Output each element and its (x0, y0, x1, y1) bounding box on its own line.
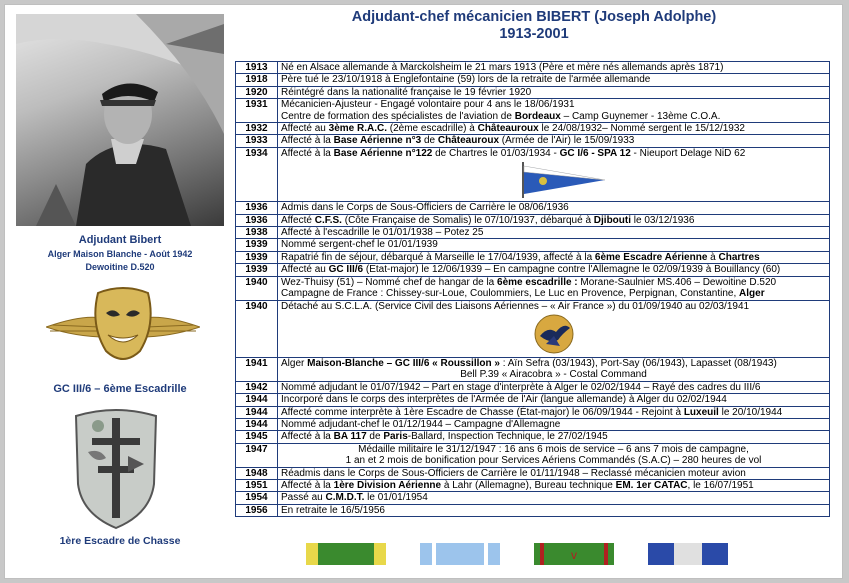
row-year: 1939 (236, 239, 278, 251)
table-row (236, 479, 830, 491)
table-row (236, 443, 830, 467)
badge2-caption: 1ère Escadre de Chasse (59, 535, 181, 547)
table-row (236, 214, 830, 226)
text-bold: 6ème escadrille : (497, 276, 578, 288)
table-row (236, 504, 830, 516)
ribbon-device-icon (534, 543, 614, 565)
text-bold: Base Aérienne n°3 (333, 135, 422, 147)
row-year: 1938 (236, 227, 278, 239)
text-bold: Djibouti (593, 214, 632, 226)
svg-text:v: v (571, 548, 577, 562)
row-text-line2: 1 an et 2 mois de bonification pour Services Aériens Commandés (S.A.C) – 280 heures de vol (345, 455, 762, 467)
row-text-line1: Mécanicien-Ajusteur - Engagé volontaire pour 4 ans le 18/06/1931 (281, 99, 575, 111)
row-text: Né en Alsace allemande à Marckolsheim le 21 mars 1913 (Père et mère nés allemands après 1871) (278, 62, 830, 74)
photo-caption-plane: Dewoitine D.520 (85, 262, 155, 272)
text-part: Centre de formation des spécialistes de l'aviation de (281, 110, 515, 122)
table-row (236, 62, 830, 74)
row-year: 1939 (236, 264, 278, 276)
medal-ribbons (306, 543, 781, 565)
row-text: Nommé sergent-chef le 01/01/1939 (278, 239, 830, 251)
text-part: -Ballard, Inspection Technique, le 27/02/1945 (407, 431, 608, 443)
table-row (236, 467, 830, 479)
text-part: Affecté à la (281, 147, 334, 159)
text-bold: 6ème Escadre Aérienne (594, 251, 708, 263)
text-part: Wez-Thuisy (51) – Nommé chef de hangar de la (281, 276, 498, 288)
row-text: En retraite le 16/5/1956 (278, 504, 830, 516)
text-bold: EM. 1er CATAC (615, 479, 688, 491)
row-year: 1939 (236, 251, 278, 263)
text-part: à Lahr (Allemagne), Bureau technique (441, 479, 616, 491)
table-row (236, 406, 830, 418)
row-year: 1940 (236, 276, 278, 300)
row-text (278, 123, 830, 135)
text-part: Affecté à la (281, 135, 334, 147)
row-text (278, 406, 830, 418)
row-text (278, 276, 830, 300)
escadre-shield-icon (70, 404, 162, 530)
row-year: 1931 (236, 99, 278, 123)
row-year: 1932 (236, 123, 278, 135)
text-bold: Châteauroux (477, 123, 539, 135)
text-part: Alger (281, 357, 308, 369)
row-text (278, 251, 830, 263)
text-part: Affecté (281, 214, 315, 226)
text-part: le 20/10/1944 (718, 406, 783, 418)
table-row (236, 431, 830, 443)
row-text (278, 443, 830, 467)
row-year: 1913 (236, 62, 278, 74)
row-text-line1 (281, 148, 826, 159)
text-part: Affecté à la (281, 479, 334, 491)
title-dates: 1913-2001 (499, 26, 569, 42)
text-bold: C.F.S. (314, 214, 342, 226)
row-year: 1934 (236, 147, 278, 201)
pennant-container (281, 159, 826, 201)
table-row (236, 99, 830, 123)
row-year: 1944 (236, 394, 278, 406)
table-row (236, 74, 830, 86)
row-year: 1936 (236, 214, 278, 226)
text-part: Rapatrié fin de séjour, débarqué à Marseille le 17/04/1939, affecté à la (281, 251, 595, 263)
portrait-photo (16, 14, 224, 226)
table-row (236, 251, 830, 263)
page-title (234, 9, 834, 43)
row-year: 1936 (236, 202, 278, 214)
title-name: Adjudant-chef mécanicien BIBERT (Joseph Adolphe) (351, 9, 717, 25)
text-part: de (421, 135, 438, 147)
row-text (278, 214, 830, 226)
row-year: 1956 (236, 504, 278, 516)
text-part: à (707, 251, 719, 263)
row-year: 1942 (236, 381, 278, 393)
text-part: le 24/08/1932– Nommé sergent le 15/12/1932 (538, 123, 745, 135)
table-row (236, 264, 830, 276)
row-text-line1: Médaille militaire le 31/12/1947 : 16 ans 6 mois de service – 6 ans 7 mois de campagne, (358, 443, 749, 455)
text-part: (Côte Française de Somalis) le 07/10/1937, débarqué à (341, 214, 594, 226)
text-bold: BA 117 (333, 431, 367, 443)
row-text-line1 (281, 358, 826, 369)
table-row (236, 123, 830, 135)
row-text (278, 431, 830, 443)
text-bold: C.M.D.T. (325, 492, 365, 504)
row-year: 1918 (236, 74, 278, 86)
text-bold: GC III/6 (328, 264, 364, 276)
text-part: le 03/12/1936 (631, 214, 695, 226)
ribbon-4 (648, 543, 728, 565)
row-text: Affecté à l'escadrille le 01/01/1938 – Potez 25 (278, 227, 830, 239)
row-year: 1947 (236, 443, 278, 467)
table-row (236, 300, 830, 357)
badge1-caption: GC III/6 – 6ème Escadrille (53, 383, 187, 395)
text-bold: 1ère Division Aérienne (333, 479, 442, 491)
text-part: Passé au (281, 492, 326, 504)
text-bold: Bordeaux (514, 110, 561, 122)
row-year: 1920 (236, 86, 278, 98)
row-text: Réintégré dans la nationalité française le 19 février 1920 (278, 86, 830, 98)
row-text (278, 357, 830, 381)
row-text-line2: Bell P.39 « Airacobra » - Costal Command (460, 369, 647, 381)
medaille-militaire-ribbon (306, 543, 386, 565)
row-text-line1: Détaché au S.C.L.A. (Service Civil des Liaisons Aériennes – « Air France ») du 01/09/1940 au 02/03/1941 (281, 300, 750, 312)
text-bold: 3ème R.A.C. (328, 123, 387, 135)
row-year: 1944 (236, 418, 278, 430)
row-text-line1 (281, 277, 826, 288)
row-year: 1951 (236, 479, 278, 491)
row-text: Réadmis dans le Corps de Sous-Officiers de Carrière le 01/11/1948 – Reclassé mécanicien moteur avion (278, 467, 830, 479)
text-part: - Nieuport Delage NiD 62 (630, 147, 746, 159)
table-row (236, 357, 830, 381)
row-text: Nommé adjudant-chef le 01/12/1944 – Campagne d'Allemagne (278, 418, 830, 430)
row-year: 1940 (236, 300, 278, 357)
spa12-pennant-icon (521, 162, 607, 198)
croix-de-guerre-ribbon (534, 543, 614, 565)
air-france-logo-container (281, 312, 826, 357)
timeline-table (235, 61, 830, 517)
text-bold: Châteauroux (437, 135, 500, 147)
table-row (236, 135, 830, 147)
row-year: 1954 (236, 492, 278, 504)
row-year: 1945 (236, 431, 278, 443)
row-text: Incorporé dans le corps des interprètes de l'Armée de l'Air (langue allemande) à Alger du 02/02/1944 (278, 394, 830, 406)
row-text: Père tué le 23/10/1918 à Englefontaine (59) lors de la retraite de l'armée allemande (278, 74, 830, 86)
text-part: de (366, 431, 384, 443)
table-row (236, 239, 830, 251)
row-text-line2 (281, 111, 826, 122)
table-row (236, 381, 830, 393)
row-text (278, 492, 830, 504)
table-row (236, 86, 830, 98)
row-year: 1944 (236, 406, 278, 418)
row-year: 1933 (236, 135, 278, 147)
text-part: , le 16/07/1951 (687, 479, 754, 491)
row-text (278, 300, 830, 357)
text-bold: Luxeuil (683, 406, 719, 418)
text-part: Affecté comme interprète à 1ère Escadre de Chasse (État-major) le 06/09/1944 - Rejoint à (281, 406, 684, 418)
row-text: Admis dans le Corps de Sous-Officiers de Carrière le 08/06/1936 (278, 202, 830, 214)
table-row (236, 202, 830, 214)
portrait-illustration (16, 14, 224, 226)
text-part: Affecté à la (281, 431, 334, 443)
text-part: Morane-Saulnier MS.406 – Dewoitine D.520 (577, 276, 777, 288)
photo-caption-place: Alger Maison Blanche - Août 1942 (47, 249, 193, 259)
text-part: Affecté au (281, 123, 329, 135)
text-part: (Armée de l'Air) le 15/09/1933 (499, 135, 635, 147)
text-part: le 01/01/1954 (364, 492, 428, 504)
text-bold: Alger (739, 288, 765, 300)
text-part: de Chartres le 01/03/1934 - (432, 147, 560, 159)
row-year: 1941 (236, 357, 278, 381)
air-france-logo-icon (534, 314, 574, 354)
table-row (236, 147, 830, 201)
table-row (236, 227, 830, 239)
row-text: Nommé adjudant le 01/07/1942 – Part en stage d'interprète à Alger le 02/02/1944 – Rayé des cadres du III/6 (278, 381, 830, 393)
text-part: Affecté au (281, 264, 329, 276)
gc-iii-6-mask-badge-icon (46, 285, 200, 367)
row-year: 1948 (236, 467, 278, 479)
table-row (236, 492, 830, 504)
text-part: Campagne de France : Chissey-sur-Loue, Coulommiers, Le Luc en Provence, Perpignan, Constantine, (281, 288, 740, 300)
text-part: (Etat-major) le 12/06/1939 – En campagne contre l'Allemagne le 02/09/1939 à Bouillancy (60) (363, 264, 781, 276)
row-text (278, 99, 830, 123)
text-part: : Aïn Sefra (03/1943), Port-Say (06/1943), Lapasset (08/1943) (502, 357, 777, 369)
table-row (236, 394, 830, 406)
ribbon-2 (420, 543, 500, 565)
row-text (278, 479, 830, 491)
text-bold: GC I/6 - SPA 12 (559, 147, 631, 159)
text-part: (2ème escadrille) à (387, 123, 478, 135)
table-row (236, 418, 830, 430)
row-text (278, 264, 830, 276)
row-text-line2 (281, 288, 826, 299)
text-bold: Paris (383, 431, 408, 443)
table-row (236, 276, 830, 300)
text-part: – Camp Guynemer - 13ème C.O.A. (560, 110, 721, 122)
text-bold: Maison-Blanche – GC III/6 « Roussillon » (307, 357, 503, 369)
text-bold: Chartres (718, 251, 760, 263)
row-text (278, 135, 830, 147)
text-bold: Base Aérienne n°122 (333, 147, 433, 159)
photo-caption-name: Adjudant Bibert (78, 234, 162, 246)
row-text (278, 147, 830, 201)
